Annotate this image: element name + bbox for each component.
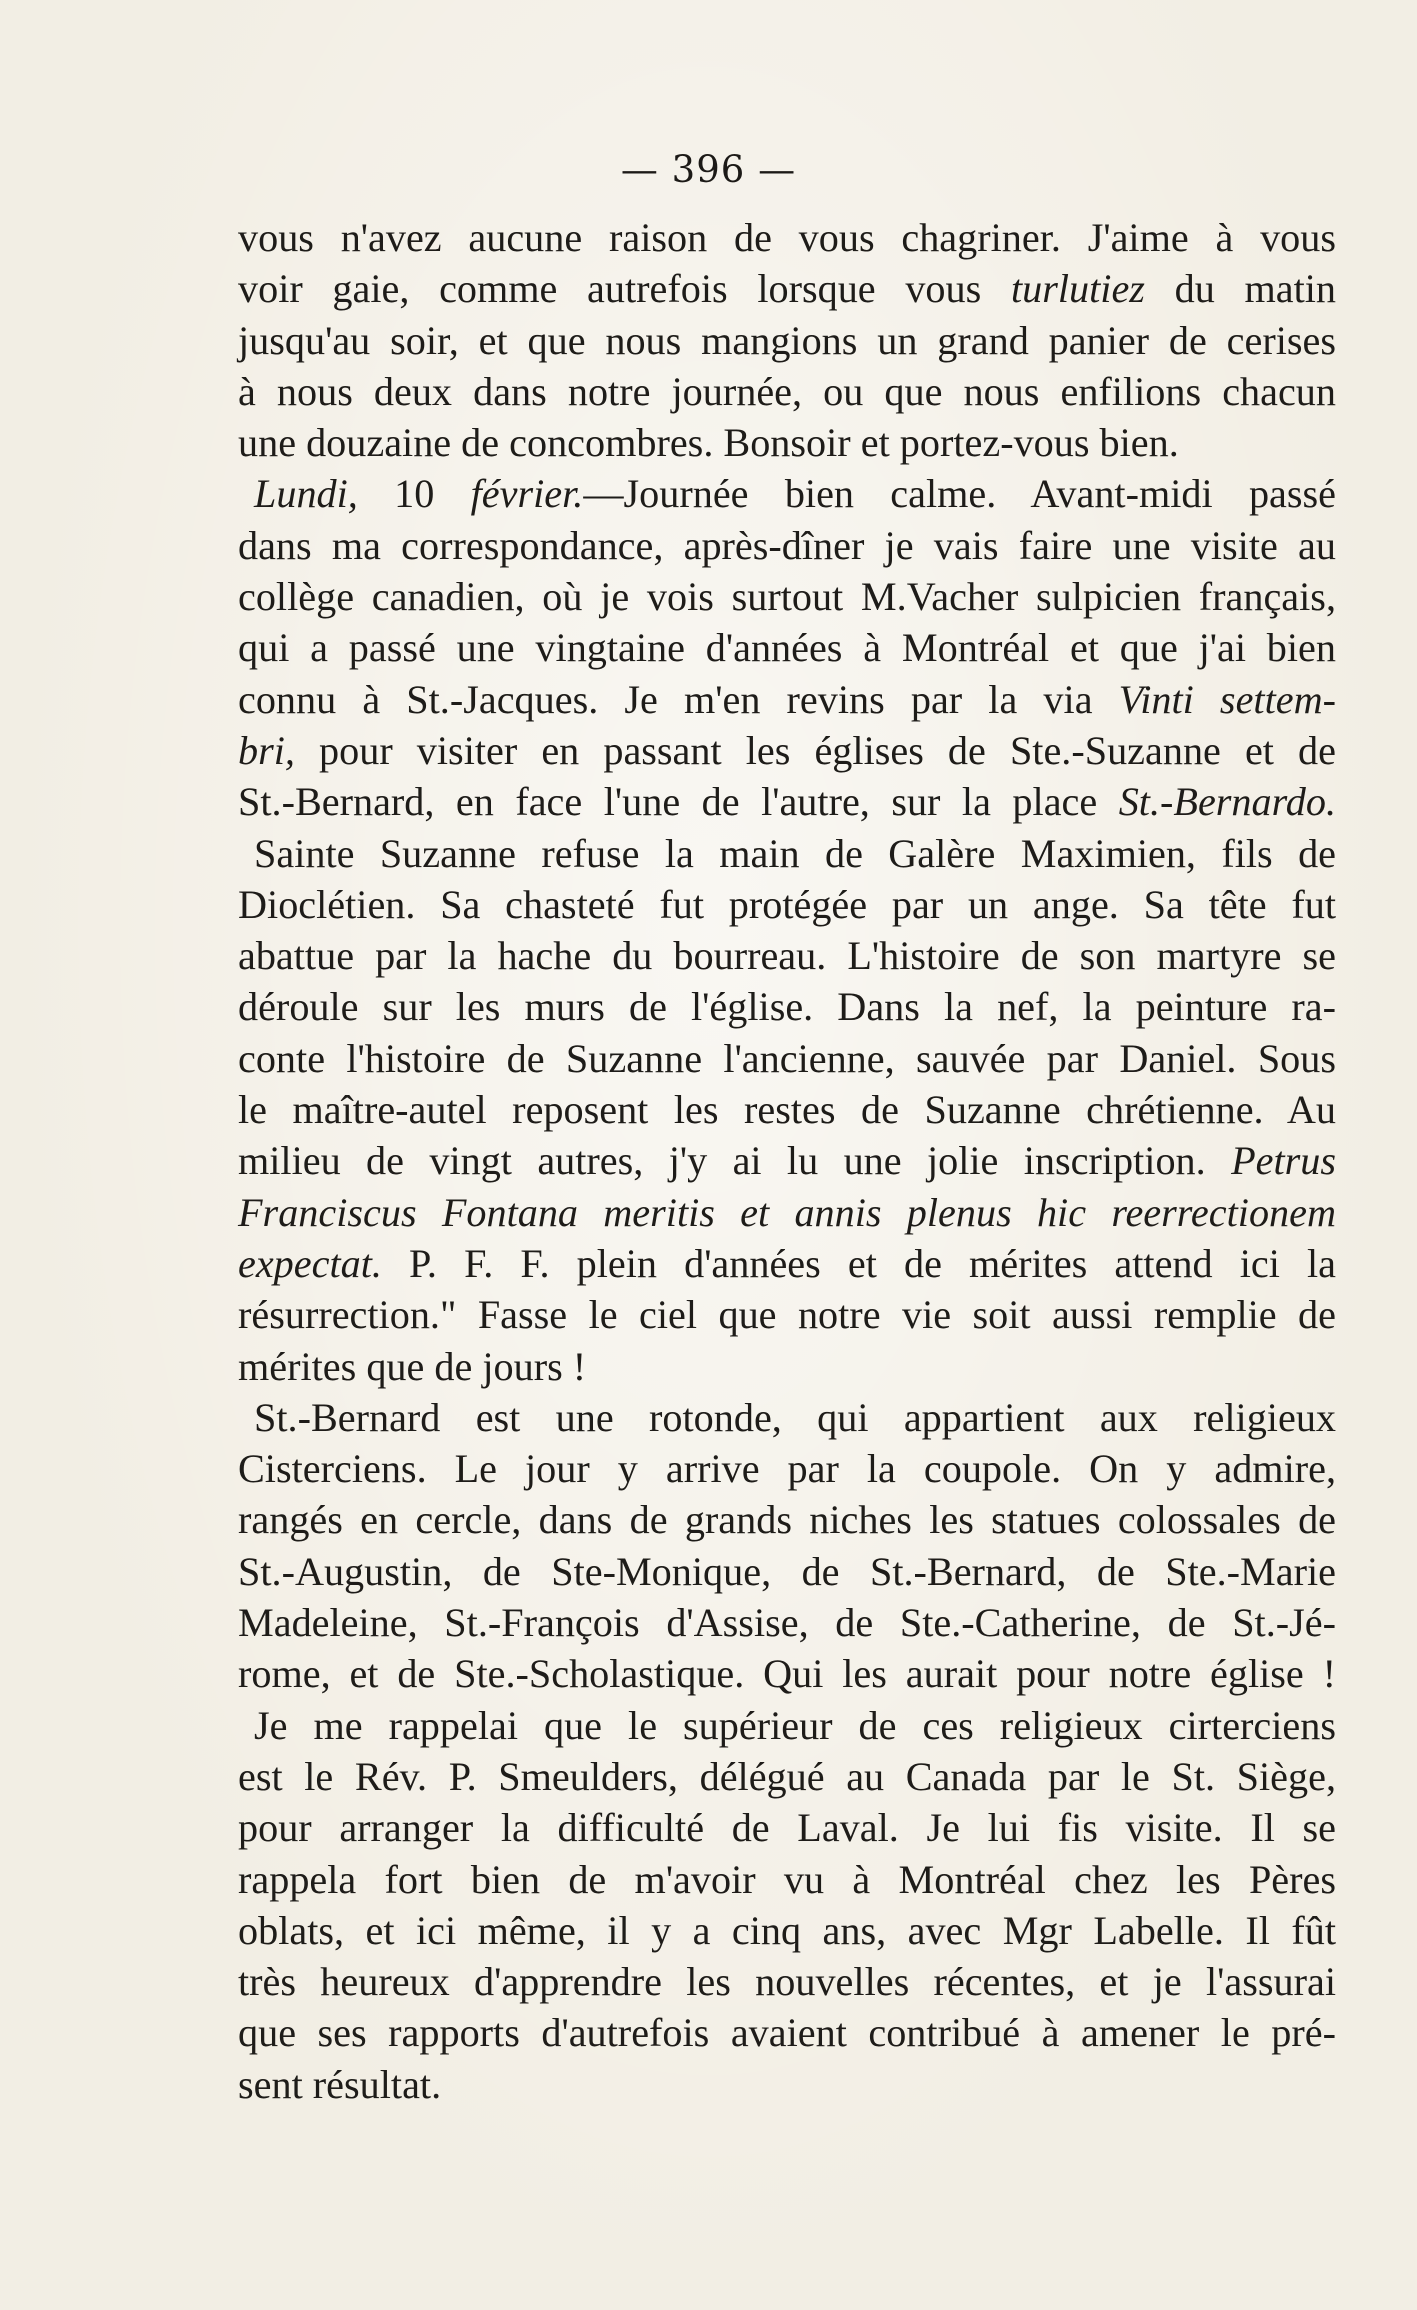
text-line: [238, 1648, 1336, 1699]
text-run: qui a passé une vingtaine d'années à Montréal et que j'ai bien: [238, 625, 1336, 671]
text-run: mérites que de jours !: [238, 1343, 587, 1389]
text-run: jusqu'au soir, et que nous mangions un grand panier de cerises: [238, 317, 1336, 363]
text-run: du matin: [1144, 266, 1337, 312]
text-line: [238, 1392, 1336, 1443]
text-line: [238, 1238, 1336, 1289]
text-run: que ses rapports d'autrefois avaient contribué à amener le pré-: [238, 2010, 1336, 2056]
text-line: [238, 981, 1336, 1032]
text-line: [238, 1187, 1336, 1238]
text-line: [238, 2007, 1336, 2058]
text-run: oblats, et ici même, il y a cinq ans, avec Mgr Labelle. Il fût: [238, 1907, 1336, 1953]
text-run: abattue par la hache du bourreau. L'histoire de son martyre se: [238, 933, 1336, 979]
text-run: résurrection." Fasse le ciel que notre vie soit aussi remplie de: [238, 1292, 1336, 1338]
text-run: pour arranger la difficulté de Laval. Je lui fis visite. Il se: [238, 1805, 1336, 1851]
text-line: [238, 1700, 1336, 1751]
text-line: [238, 520, 1336, 571]
italic-text-run: bri,: [238, 727, 295, 773]
text-run: St.-Bernard, en face l'une de l'autre, sur la place: [238, 779, 1119, 825]
page-number: — 396 —: [620, 148, 797, 191]
text-run: rome, et de Ste.-Scholastique. Qui les aurait pour notre église !: [238, 1651, 1336, 1697]
text-run: le maître-autel reposent les restes de Suzanne chrétienne. Au: [238, 1087, 1336, 1133]
text-run: rangés en cercle, dans de grands niches les statues colossales de: [238, 1497, 1336, 1543]
text-run: dans ma correspondance, après-dîner je vais faire une visite au: [238, 522, 1336, 568]
text-run: Dioclétien. Sa chasteté fut protégée par un ange. Sa tête fut: [238, 881, 1336, 927]
text-line: [238, 1341, 1336, 1392]
text-run: 10: [357, 471, 471, 517]
italic-text-run: Petrus: [1231, 1138, 1336, 1184]
text-line: [238, 1289, 1336, 1340]
text-line: [238, 315, 1336, 366]
text-run: St.-Bernard est une rotonde, qui appartient aux religieux: [254, 1394, 1336, 1440]
text-run: P. F. F. plein d'années et de mérites attend ici la: [381, 1240, 1336, 1286]
text-run: pour visiter en passant les églises de Ste.-Suzanne et de: [294, 727, 1336, 773]
text-line: [238, 879, 1336, 930]
text-line: [238, 1597, 1336, 1648]
italic-text-run: turlutiez: [1010, 266, 1145, 312]
text-line: [238, 366, 1336, 417]
text-run: connu à St.-Jacques. Je m'en revins par la via: [238, 676, 1119, 722]
text-line: [238, 1802, 1336, 1853]
text-line: [238, 468, 1336, 519]
text-line: [238, 1546, 1336, 1597]
text-line: [238, 930, 1336, 981]
text-run: vous n'avez aucune raison de vous chagriner. J'aime à vous: [238, 215, 1336, 260]
text-line: [238, 1854, 1336, 1905]
text-line: [238, 1084, 1336, 1135]
text-line: [238, 263, 1336, 314]
text-run: St.-Augustin, de Ste-Monique, de St.-Bernard, de Ste.-Marie: [238, 1548, 1336, 1594]
text-line: [238, 1494, 1336, 1545]
text-run: rappela fort bien de m'avoir vu à Montréal chez les Pères: [238, 1856, 1336, 1902]
text-line: [238, 776, 1336, 827]
text-line: [238, 1905, 1336, 1956]
text-run: une douzaine de concombres. Bonsoir et portez-vous bien.: [238, 420, 1179, 466]
italic-text-run: expectat.: [238, 1240, 382, 1286]
text-run: très heureux d'apprendre les nouvelles récentes, et je l'assurai: [238, 1959, 1336, 2005]
text-line: [238, 1956, 1336, 2007]
text-line: [238, 1443, 1336, 1494]
text-run: à nous deux dans notre journée, ou que nous enfilions chacun: [238, 368, 1336, 414]
text-run: est le Rév. P. Smeulders, délégué au Canada par le St. Siège,: [238, 1753, 1336, 1799]
text-run: voir gaie, comme autrefois lorsque vous: [238, 266, 1011, 312]
text-run: —Journée bien calme. Avant-midi passé: [583, 471, 1336, 517]
text-run: collège canadien, où je vois surtout M.Vacher sulpicien français,: [238, 574, 1336, 620]
italic-text-run: Vinti settem-: [1118, 676, 1336, 722]
text-line: [238, 674, 1336, 725]
text-run: conte l'histoire de Suzanne l'ancienne, sauvée par Daniel. Sous: [238, 1035, 1336, 1081]
italic-text-run: Lundi,: [254, 471, 358, 517]
text-line: [238, 725, 1336, 776]
text-line: [238, 828, 1336, 879]
text-run: milieu de vingt autres, j'y ai lu une jolie inscription.: [238, 1138, 1232, 1184]
text-run: Madeleine, St.-François d'Assise, de Ste.-Catherine, de St.-Jé-: [238, 1600, 1336, 1646]
text-line: [238, 622, 1336, 673]
italic-text-run: St.-Bernardo.: [1118, 779, 1336, 825]
body-text: [238, 212, 1336, 2110]
text-run: Je me rappelai que le supérieur de ces religieux cirterciens: [254, 1702, 1336, 1748]
text-line: [238, 1135, 1336, 1186]
text-line: [238, 212, 1336, 263]
text-line: [238, 1033, 1336, 1084]
italic-text-run: Franciscus Fontana meritis et annis plenus hic reerrectionem: [238, 1189, 1336, 1235]
text-run: déroule sur les murs de l'église. Dans la nef, la peinture ra-: [238, 984, 1336, 1030]
text-line: [238, 2059, 1336, 2110]
text-run: Cisterciens. Le jour y arrive par la coupole. On y admire,: [238, 1446, 1336, 1492]
text-run: Sainte Suzanne refuse la main de Galère Maximien, fils de: [254, 830, 1336, 876]
text-line: [238, 571, 1336, 622]
text-line: [238, 1751, 1336, 1802]
text-run: sent résultat.: [238, 2061, 442, 2107]
text-line: [238, 417, 1336, 468]
italic-text-run: février.: [470, 471, 584, 517]
